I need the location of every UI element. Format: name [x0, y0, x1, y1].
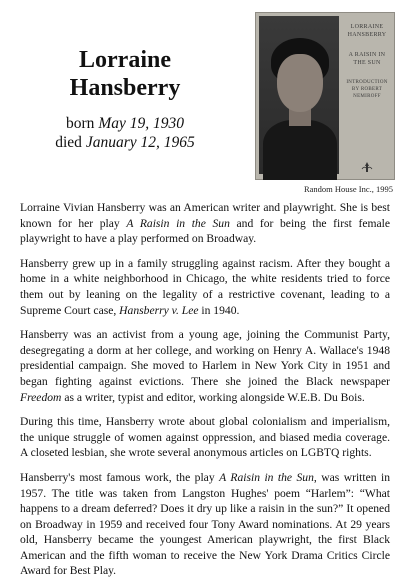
born-date: May 19, 1930 — [98, 115, 184, 132]
book-cover-image — [255, 12, 395, 180]
paragraph-childhood: Hansberry grew up in a family struggling against racism. After they bought a home in a white neighborhood in Chicago, the white residents tried to force them out by leaning on the legality of a restrictive covenant, leading to a Supreme Court case, Hansberry v. Lee in 1940. — [20, 256, 390, 317]
court-case-title: Hansberry v. Lee — [119, 303, 199, 317]
died-date: January 12, 1965 — [85, 134, 195, 151]
book-cover-title: A RAISIN IN THE SUN — [348, 52, 386, 66]
play-title-2: A Raisin in the Sun — [219, 470, 314, 484]
page-title — [30, 46, 220, 102]
died-line — [30, 133, 220, 152]
title-first-name: Lorraine — [79, 47, 171, 73]
book-cover-figure — [255, 12, 395, 192]
bio-header — [0, 0, 410, 200]
paragraph-intro: Lorraine Vivian Hansberry was an American writer and playwright. She is best known for her play A Raisin in the Sun and for being the first female playwright to have a play performed on Broadway. — [20, 201, 390, 246]
book-cover-intro: INTRODUCTION BY ROBERT NEMIROFF — [346, 80, 388, 99]
died-label: died — [55, 134, 82, 151]
life-dates — [30, 114, 220, 152]
play-title: A Raisin in the Sun — [126, 216, 230, 230]
image-caption: Random House Inc., 1995 — [303, 184, 393, 194]
paragraph-writing: During this time, Hansberry wrote about global colonialism and imperialism, the unique struggle of women against oppression, and biased media coverage. A closeted lesbian, she wrote several anonymous articles on LGBTQ rights. — [20, 415, 390, 460]
author-portrait — [259, 16, 339, 174]
book-cover-author: LORRAINE HANSBERRY — [347, 24, 387, 38]
book-cover-text — [342, 23, 392, 100]
paragraph-activism: Hansberry was an activist from a young age, joining the Communist Party, desegregating a dorm at her college, and working on Henry A. Wallace's 1948 presidential campaign. She moved to Harlem in New York City in 1951 and began fighting against evictions. There she joined the Black newspaper Freedom as a writer, typist and editor, working alongside W.E.B. Du Bois. — [20, 328, 390, 404]
torchbearer-logo-icon — [360, 161, 374, 173]
biography-body — [20, 200, 390, 588]
newspaper-title: Freedom — [20, 390, 62, 404]
title-last-name: Hansberry — [69, 75, 181, 101]
born-label: born — [66, 115, 95, 132]
born-line — [30, 114, 220, 133]
paragraph-famous-work: Hansberry's most famous work, the play A Raisin in the Sun, was written in 1957. The title was taken from Langston Hughes' poem “Harlem”: “What happens to a dream deferred? Does it dry up like a raisin in the sun?” It opened on Broadway in 1959 and received four Tony Award nominations. At 29 years old, Hansberry became the youngest American playwright, the first Black American and the fifth woman to receive the New York Drama Critics Circle Award for Best Play. — [20, 470, 391, 578]
